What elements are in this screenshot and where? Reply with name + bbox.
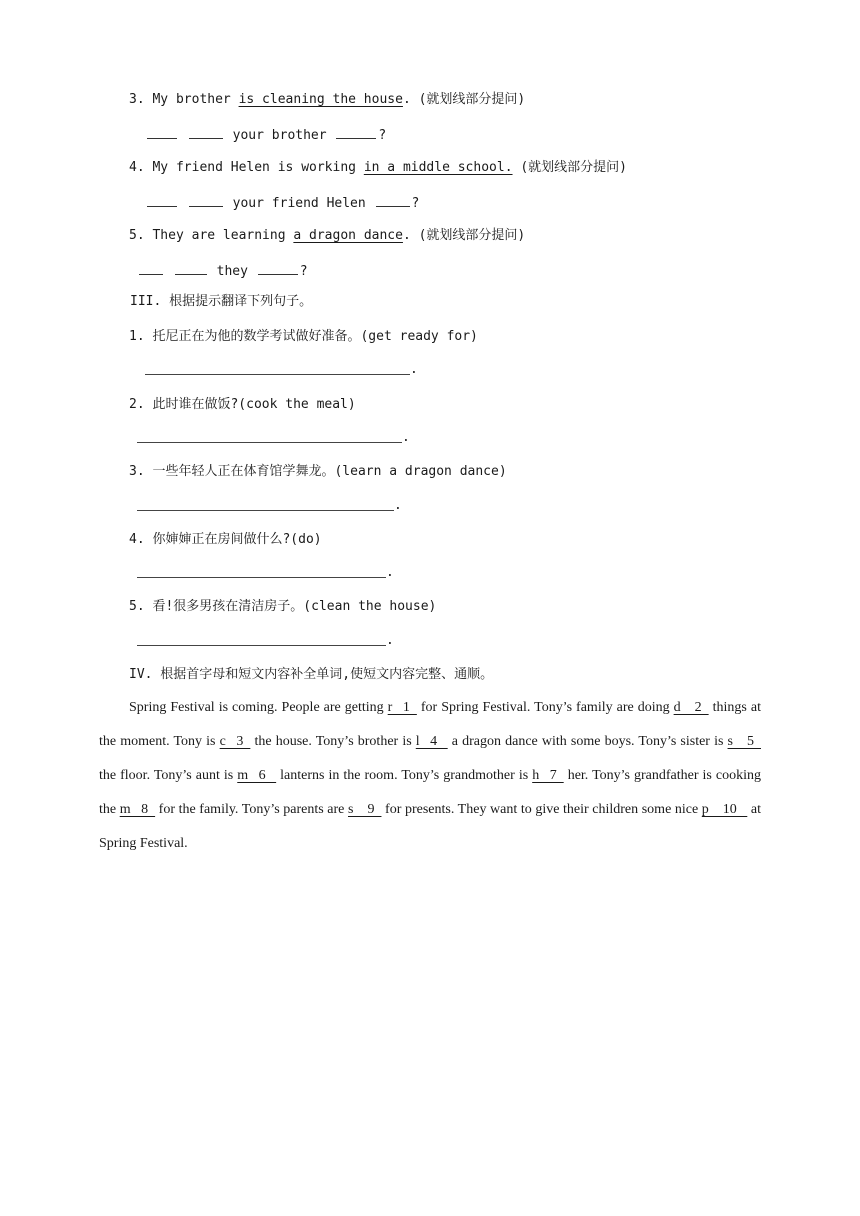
rewrite-answer-5 bbox=[137, 261, 308, 281]
answer-text: your friend Helen bbox=[224, 196, 374, 211]
translate-item-2: 2. 此时谁在做饭?(cook the meal) bbox=[129, 397, 356, 412]
translate-item-4: 4. 你婶婶正在房间做什么?(do) bbox=[129, 532, 322, 547]
translation-answer-line[interactable] bbox=[137, 576, 386, 578]
answer-blank[interactable] bbox=[175, 261, 207, 275]
answer-blank[interactable] bbox=[139, 261, 163, 275]
answer-period: . bbox=[402, 430, 410, 445]
rewrite-answer-3 bbox=[145, 125, 386, 145]
passage-text: her. Tony’s grandfather is cooking the bbox=[99, 768, 762, 817]
underlined-part: is cleaning the house bbox=[238, 92, 403, 107]
item-number: 4. bbox=[129, 160, 145, 175]
answer-blank[interactable] bbox=[147, 193, 177, 207]
translation-answer-line[interactable] bbox=[137, 644, 386, 646]
answer-blank[interactable] bbox=[258, 261, 298, 275]
rewrite-item-4 bbox=[129, 159, 627, 177]
answer-period: . bbox=[410, 362, 418, 377]
passage-text: at Spring Festival. bbox=[99, 802, 761, 851]
rewrite-item-5 bbox=[129, 227, 525, 245]
translation-answer-line[interactable] bbox=[137, 441, 402, 443]
item-note: (就划线部分提问) bbox=[520, 160, 628, 175]
cloze-blank-3[interactable]: c 3 bbox=[219, 734, 251, 749]
answer-blank[interactable] bbox=[376, 193, 410, 207]
answer-period: . bbox=[386, 565, 394, 580]
cloze-blank-9[interactable]: s 9 bbox=[348, 802, 382, 817]
underlined-part: in a middle school. bbox=[363, 160, 513, 175]
answer-period: . bbox=[386, 633, 394, 648]
item-text: They are learning bbox=[152, 228, 294, 243]
answer-text: your brother bbox=[224, 128, 335, 143]
item-number: 3. bbox=[129, 92, 145, 107]
answer-blank[interactable] bbox=[189, 193, 223, 207]
item-note: (就划线部分提问) bbox=[418, 92, 526, 107]
answer-punct: ? bbox=[299, 264, 308, 279]
item-punct: . bbox=[402, 228, 411, 243]
passage-text: Spring Festival is coming. People are getting bbox=[129, 700, 388, 715]
passage-text: things at the moment. Tony is bbox=[99, 700, 761, 749]
passage-text: for presents. They want to give their children some nice bbox=[381, 802, 702, 817]
answer-blank[interactable] bbox=[336, 125, 376, 139]
item-number: 5. bbox=[129, 228, 145, 243]
answer-blank[interactable] bbox=[189, 125, 223, 139]
cloze-blank-5[interactable]: s 5 bbox=[727, 734, 761, 749]
translate-item-3: 3. 一些年轻人正在体育馆学舞龙。(learn a dragon dance) bbox=[129, 464, 507, 479]
answer-punct: ? bbox=[411, 196, 420, 211]
rewrite-item-3 bbox=[129, 91, 525, 109]
cloze-blank-6[interactable]: m 6 bbox=[237, 768, 277, 783]
translate-item-5: 5. 看!很多男孩在清洁房子。(clean the house) bbox=[129, 599, 437, 614]
passage-text: a dragon dance with some boys. Tony’s sister is bbox=[447, 734, 728, 749]
translate-item-1: 1. 托尼正在为他的数学考试做好准备。(get ready for) bbox=[129, 329, 478, 344]
answer-period: . bbox=[394, 498, 402, 513]
passage-text: for the family. Tony’s parents are bbox=[155, 802, 348, 817]
cloze-blank-7[interactable]: h 7 bbox=[532, 768, 564, 783]
translation-answer-line[interactable] bbox=[145, 373, 410, 375]
rewrite-answer-4 bbox=[145, 193, 419, 213]
item-text: My brother bbox=[152, 92, 239, 107]
section-3-heading: III. 根据提示翻译下列句子。 bbox=[130, 294, 313, 309]
cloze-passage bbox=[99, 691, 761, 861]
cloze-blank-4[interactable]: l 4 bbox=[415, 734, 448, 749]
answer-text: they bbox=[208, 264, 256, 279]
answer-punct: ? bbox=[378, 128, 387, 143]
item-text: My friend Helen is working bbox=[152, 160, 364, 175]
cloze-blank-8[interactable]: m 8 bbox=[119, 802, 156, 817]
cloze-blank-2[interactable]: d 2 bbox=[673, 700, 709, 715]
item-note: (就划线部分提问) bbox=[418, 228, 526, 243]
passage-text: for Spring Festival. Tony’s family are doing bbox=[416, 700, 674, 715]
passage-text: lanterns in the room. Tony’s grandmother is bbox=[276, 768, 533, 783]
cloze-blank-1[interactable]: r 1 bbox=[387, 700, 417, 715]
answer-blank[interactable] bbox=[147, 125, 177, 139]
passage-text: the house. Tony’s brother is bbox=[250, 734, 416, 749]
cloze-blank-10[interactable]: p 10 bbox=[701, 802, 748, 817]
passage-text: the floor. Tony’s aunt is bbox=[99, 768, 238, 783]
translation-answer-line[interactable] bbox=[137, 509, 394, 511]
section-4-heading: IV. 根据首字母和短文内容补全单词,使短文内容完整、通顺。 bbox=[129, 667, 494, 682]
item-punct: . bbox=[402, 92, 411, 107]
underlined-part: a dragon dance bbox=[293, 228, 403, 243]
